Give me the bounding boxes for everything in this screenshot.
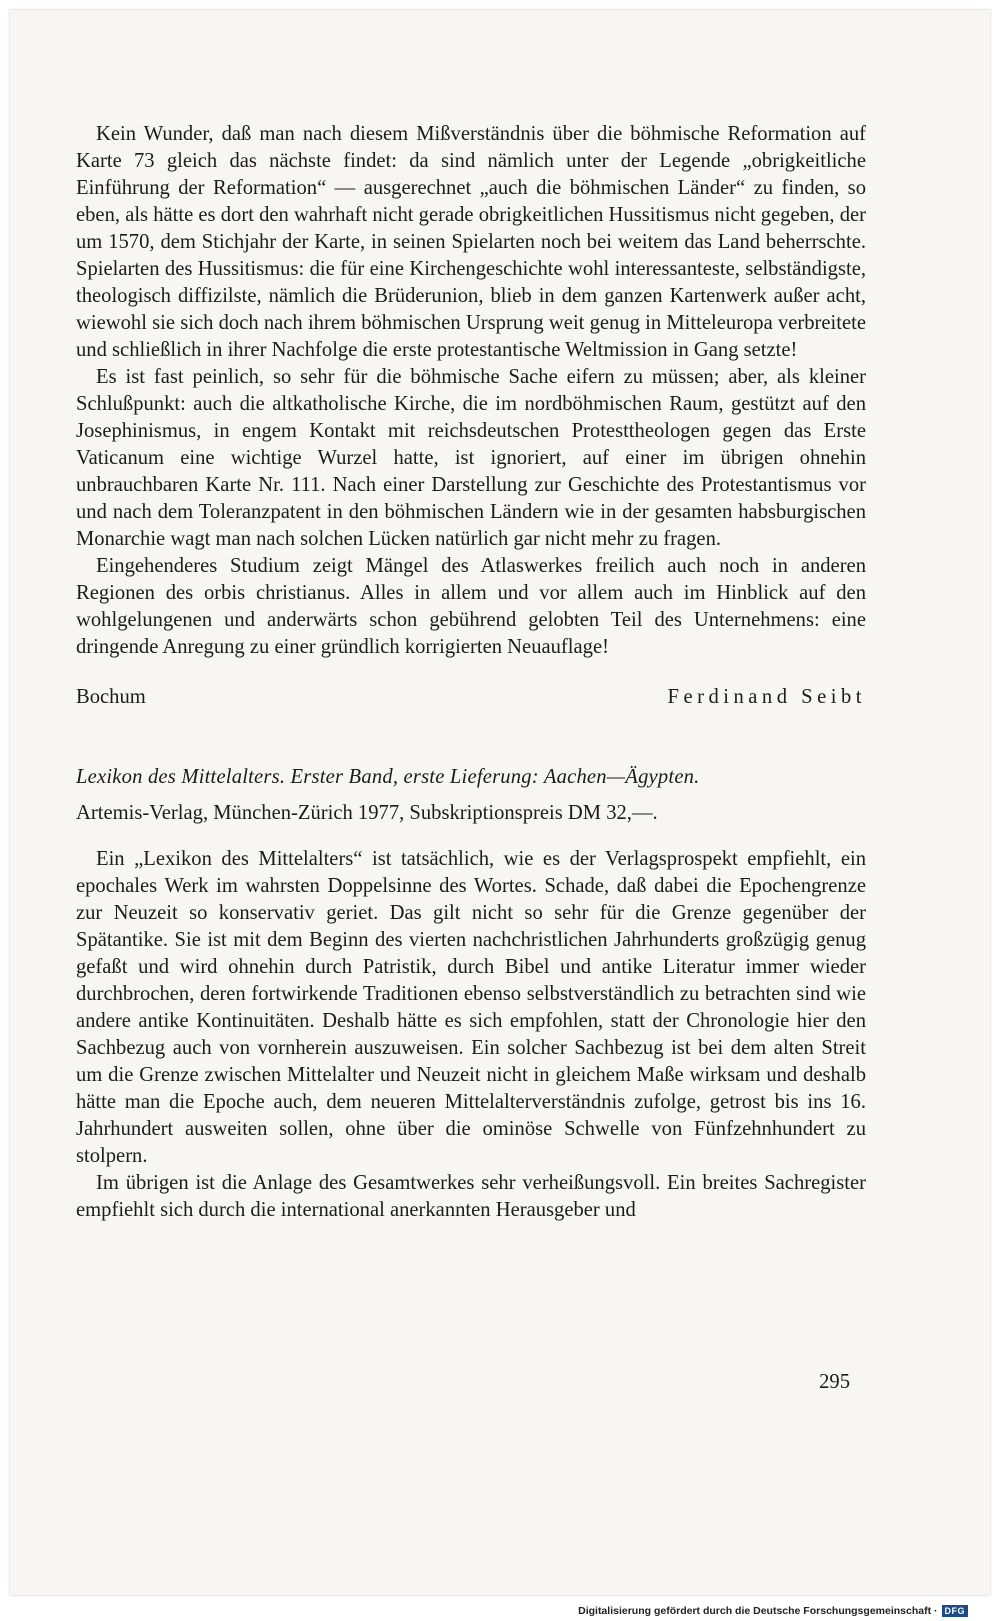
paragraph: Es ist fast peinlich, so sehr für die böhmische Sache eifern zu müssen; aber, als kleiner Schlußpunkt: auch die altkatholische Kirche, die im nordböhmischen Raum, gestützt auf den Josephinismus, in engem Kontakt mit reichsdeutschen Protesttheologen gegen das Erste Vaticanum eine wichtige Wurzel hatte, ist ignoriert, auf einer im übrigen ohnehin unbrauchbaren Karte Nr. 111. Nach einer Darstellung zur Geschichte des Protestantismus vor und nach dem Toleranzpatent in den böhmischen Ländern wie in der gesamten habsburgischen Monarchie wagt man nach solchen Lücken natürlich gar nicht mehr zu fragen. bbox=[76, 366, 866, 550]
review-body bbox=[76, 846, 866, 1224]
page-number: 295 bbox=[819, 1371, 850, 1393]
signature-place: Bochum bbox=[76, 686, 146, 708]
paragraph: Ein „Lexikon des Mittelalters“ ist tatsächlich, wie es der Verlagsprospekt empfiehlt, ein epochales Werk im wahrsten Doppelsinne des Wortes. Schade, daß dabei die Epochengrenze zur Neuzeit so konservativ geriet. Das gilt nicht so sehr für die Grenze gegenüber der Spätantike. Sie ist mit dem Beginn des vierten nachchristlichen Jahrhunderts großzügig genug gefaßt und wird ohnehin durch Patristik, durch Bibel und antike Literatur immer wieder durchbrochen, deren fortwirkende Traditionen ebenso selbstverständlich zu betrachten sind wie andere antike Kontinuitäten. Deshalb hätte es sich empfohlen, statt der Chronologie hier den Sachbezug auch von vornherein auszuweisen. Ein solcher Sachbezug ist bei dem alten Streit um die Grenze zwischen Mittelalter und Neuzeit nicht in gleichem Maße wirksam und deshalb hätte man die Epoche auch, dem neueren Mittelalterverständnis zufolge, getrost bis ins 16. Jahrhundert ausweiten sollen, ohne über die ominöse Schwelle von Fünfzehnhundert zu stolpern. bbox=[76, 848, 866, 1167]
signature-author: Ferdinand Seibt bbox=[667, 686, 866, 708]
review-publication: Artemis-Verlag, München-Zürich 1977, Subskriptionspreis DM 32,—. bbox=[76, 802, 658, 824]
document-page bbox=[10, 10, 990, 1595]
dfg-logo-icon: DFG bbox=[942, 1605, 969, 1617]
body-text bbox=[76, 121, 866, 1224]
review-title: Lexikon des Mittelalters. Erster Band, erste Lieferung: Aachen—Ägypten. bbox=[76, 766, 700, 788]
paragraph: Im übrigen ist die Anlage des Gesamtwerkes sehr verheißungsvoll. Ein breites Sachregister empfiehlt sich durch die international anerkannten Herausgeber und bbox=[76, 1172, 866, 1221]
credit-text: Digitalisierung gefördert durch die Deutsche Forschungsgemeinschaft · bbox=[578, 1605, 938, 1617]
paragraph: Kein Wunder, daß man nach diesem Mißverständnis über die böhmische Reformation auf Karte 73 gleich das nächste findet: da sind nämlich unter der Legende „obrigkeitliche Einführung der Reformation“ — ausgerechnet „auch die böhmischen Länder“ zu finden, so eben, als hätte es dort den wahrhaft nicht gerade obrigkeitlichen Hussitismus nicht gegeben, der um 1570, dem Stichjahr der Karte, in seinen Spielarten noch bei weitem das Land beherrschte. Spielarten des Hussitismus: die für eine Kirchengeschichte wohl interessanteste, selbständigste, theologisch diffizilste, nämlich die Brüderunion, blieb in dem ganzen Kartenwerk außer acht, wiewohl sie sich doch nach ihrem böhmischen Ursprung weit genug in Mitteleuropa verbreitete und schließlich in ihrer Nachfolge die erste protestantische Weltmission in Gang setzte! bbox=[76, 123, 866, 361]
paragraph: Eingehenderes Studium zeigt Mängel des Atlaswerkes freilich auch noch in anderen Regionen des orbis christianus. Alles in allem und vor allem auch im Hinblick auf den wohlgelungenen und anderwärts schon gebührend gelobten Teil des Unternehmens: eine dringende Anregung zu einer gründlich korrigierten Neuauflage! bbox=[76, 555, 866, 658]
signature bbox=[76, 684, 866, 711]
digitization-credit bbox=[578, 1605, 968, 1617]
